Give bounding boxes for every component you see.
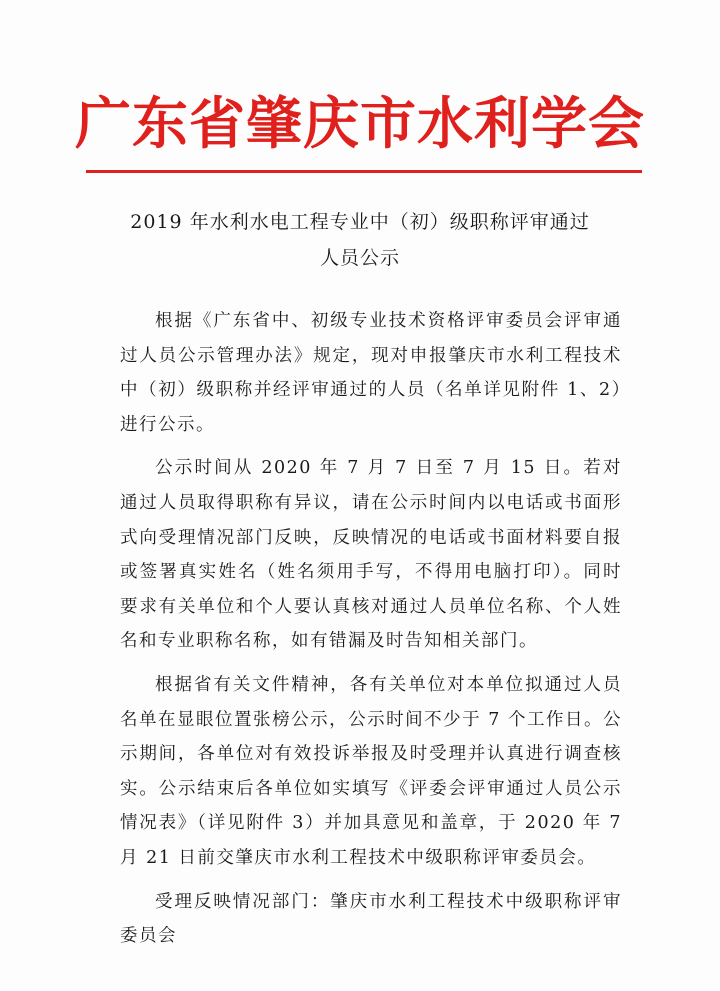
paragraph-3: 根据省有关文件精神，各有关单位对本单位拟通过人员名单在显眼位置张榜公示，公示时间不少于 7 个工作日。公示期间，各单位对有效投诉举报及时受理并认真进行调查核实。公示结束后各单位如实填写《评委会评审通过人员公示情况表》（详见附件 3）并加具意见和盖章，于 2020 年 7 月 21 日前交肇庆市水利工程技术中级职称评审委员会。: [120, 674, 622, 868]
notice-title-line-2: 人员公示: [319, 247, 400, 269]
letterhead-title: 广东省肇庆市水利学会: [75, 91, 645, 157]
paragraph-4: 受理反映情况部门：肇庆市水利工程技术中级职称评审委员会: [120, 891, 622, 947]
letterhead-red-rule: [86, 170, 642, 173]
notice-title-line-1: 2019 年水利水电工程专业中（初）级职称评审通过: [130, 211, 590, 233]
paragraph-1: 根据《广东省中、初级专业技术资格评审委员会评审通过人员公示管理办法》规定，现对申报肇庆市水利工程技术中（初）级职称并经评审通过的人员（名单详见附件 1、2）进行公示。: [120, 311, 622, 435]
paragraph-2: 公示时间从 2020 年 7 月 7 日至 7 月 15 日。若对通过人员取得职称有异议，请在公示时间内以电话或书面形式向受理情况部门反映，反映情况的电话或书面材料要自报或签署真实姓名（姓名须用手写，不得用电脑打印）。同时要求有关单位和个人要认真核对通过人员单位名称、个人姓名和专业职称名称，如有错漏及时告知相关部门。: [120, 458, 622, 652]
notice-body: [120, 304, 622, 963]
